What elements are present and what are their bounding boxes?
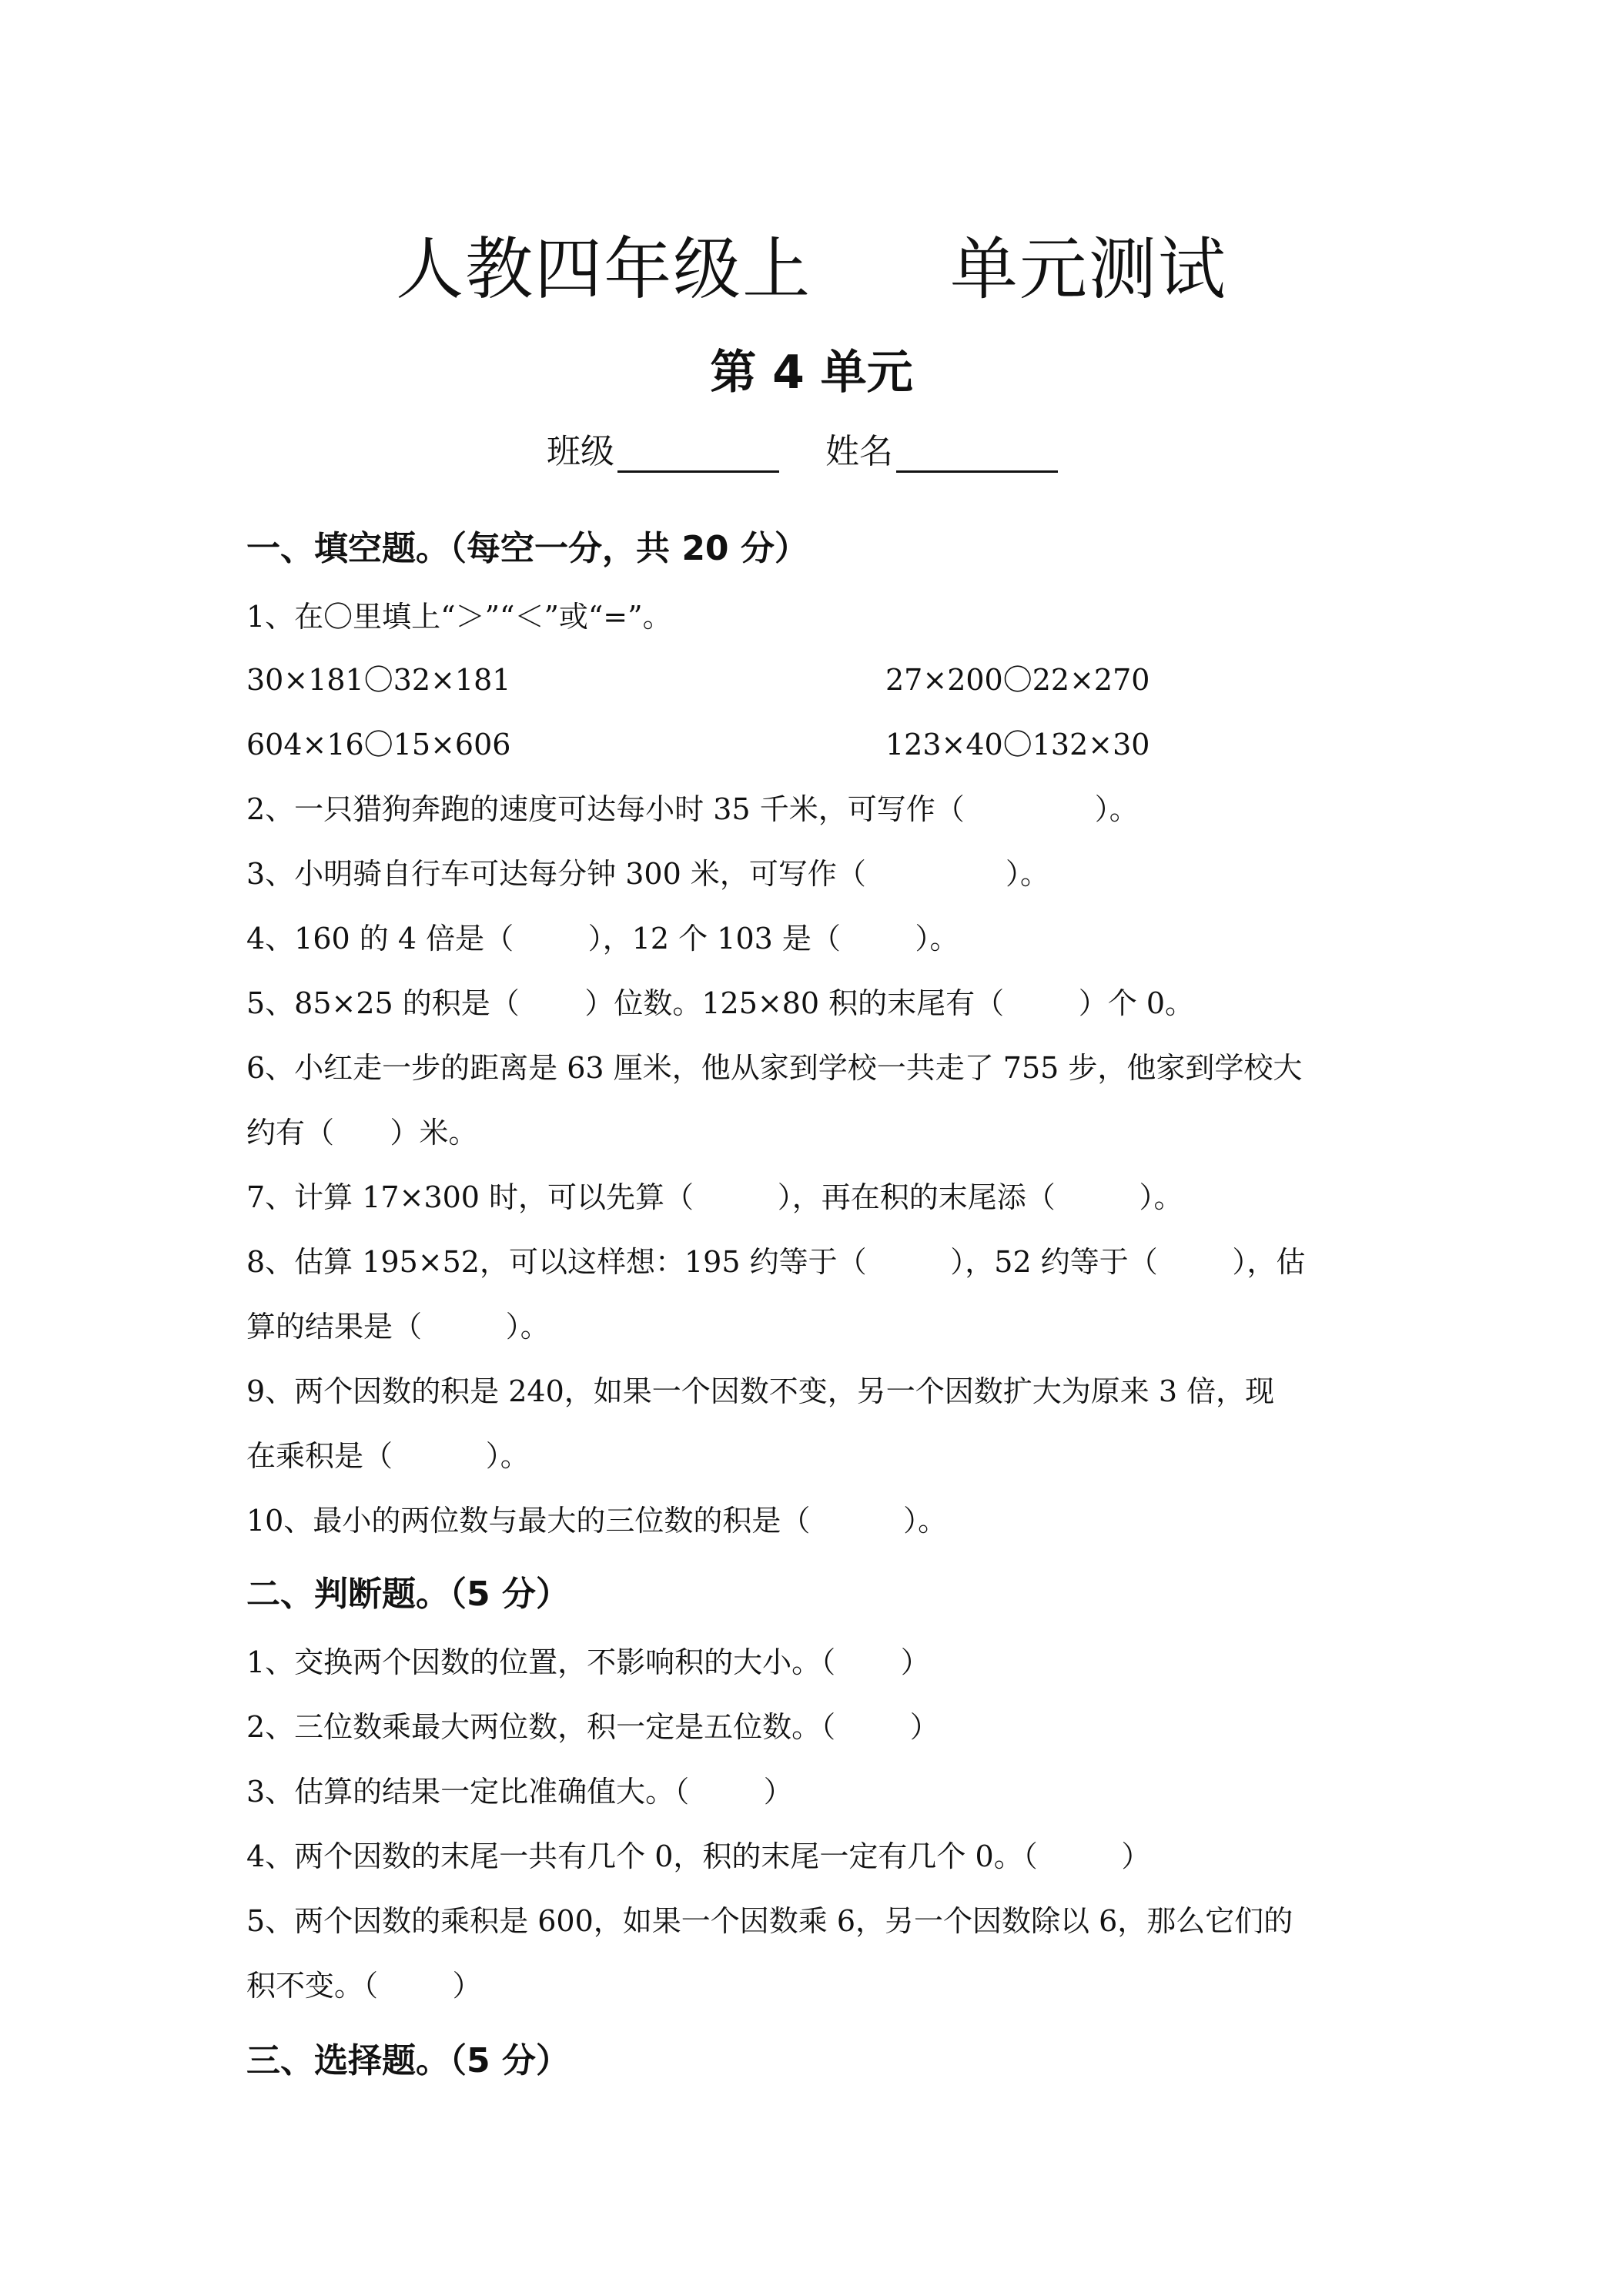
class-field <box>547 423 779 473</box>
page-title: 人教四年级上 单元测试 <box>396 229 1227 309</box>
name-field <box>825 423 1058 473</box>
fill-q4: 4、160 的 4 倍是（ ），12 个 103 是（ ）。 <box>246 922 959 956</box>
fill-q9-line2: 在乘积是（ ）。 <box>246 1439 530 1473</box>
fill-q8-line1: 8、估算 195×52，可以这样想：195 约等于（ ），52 约等于（ ），估 <box>246 1245 1306 1279</box>
fill-q1-c: 604×16〇15×606 <box>246 728 511 761</box>
name-blank[interactable] <box>896 433 1058 473</box>
fill-q1-a: 30×181〇32×181 <box>246 663 511 697</box>
fill-q1-b: 27×200〇22×270 <box>885 663 1150 697</box>
section-choice-heading: 三、选择题。（5 分） <box>246 2041 570 2080</box>
fill-q5: 5、85×25 的积是（ ）位数。125×80 积的末尾有（ ）个 0。 <box>246 986 1195 1020</box>
judge-q2: 2、三位数乘最大两位数，积一定是五位数。（ ） <box>246 1710 939 1744</box>
unit-subtitle: 第 4 单元 <box>710 346 913 400</box>
fill-q1-d: 123×40〇132×30 <box>885 728 1150 761</box>
fill-q10: 10、最小的两位数与最大的三位数的积是（ ）。 <box>246 1504 948 1538</box>
fill-q7: 7、计算 17×300 时，可以先算（ ），再在积的末尾添（ ）。 <box>246 1180 1183 1214</box>
fill-q8-line2: 算的结果是（ ）。 <box>246 1310 550 1344</box>
section-fill-heading: 一、填空题。（每空一分，共 20 分） <box>246 529 808 568</box>
fill-q1: 1、在〇里填上“＞”“＜”或“=”。 <box>246 600 672 634</box>
fill-q6-line1: 6、小红走一步的距离是 63 厘米，他从家到学校一共走了 755 步，他家到学校大 <box>246 1051 1303 1085</box>
judge-q5-line1: 5、两个因数的乘积是 600，如果一个因数乘 6，另一个因数除以 6，那么它们的 <box>246 1904 1293 1938</box>
judge-q5-line2: 积不变。（ ） <box>246 1969 482 2003</box>
fill-q3: 3、小明骑自行车可达每分钟 300 米，可写作（ ）。 <box>246 857 1050 891</box>
fill-q9-line1: 9、两个因数的积是 240，如果一个因数不变，另一个因数扩大为原来 3 倍，现 <box>246 1374 1275 1408</box>
judge-q4: 4、两个因数的末尾一共有几个 0，积的末尾一定有几个 0。（ ） <box>246 1839 1151 1873</box>
student-info <box>547 423 1163 473</box>
judge-q1: 1、交换两个因数的位置，不影响积的大小。（ ） <box>246 1645 930 1679</box>
fill-q6-line2: 约有（ ）米。 <box>246 1116 478 1150</box>
section-judge-heading: 二、判断题。（5 分） <box>246 1575 570 1614</box>
judge-q3: 3、估算的结果一定比准确值大。（ ） <box>246 1775 793 1809</box>
class-blank[interactable] <box>617 433 779 473</box>
name-label: 姓名 <box>825 432 893 471</box>
fill-q2: 2、一只猎狗奔跑的速度可达每小时 35 千米，可写作（ ）。 <box>246 792 1139 826</box>
class-label: 班级 <box>547 432 614 471</box>
